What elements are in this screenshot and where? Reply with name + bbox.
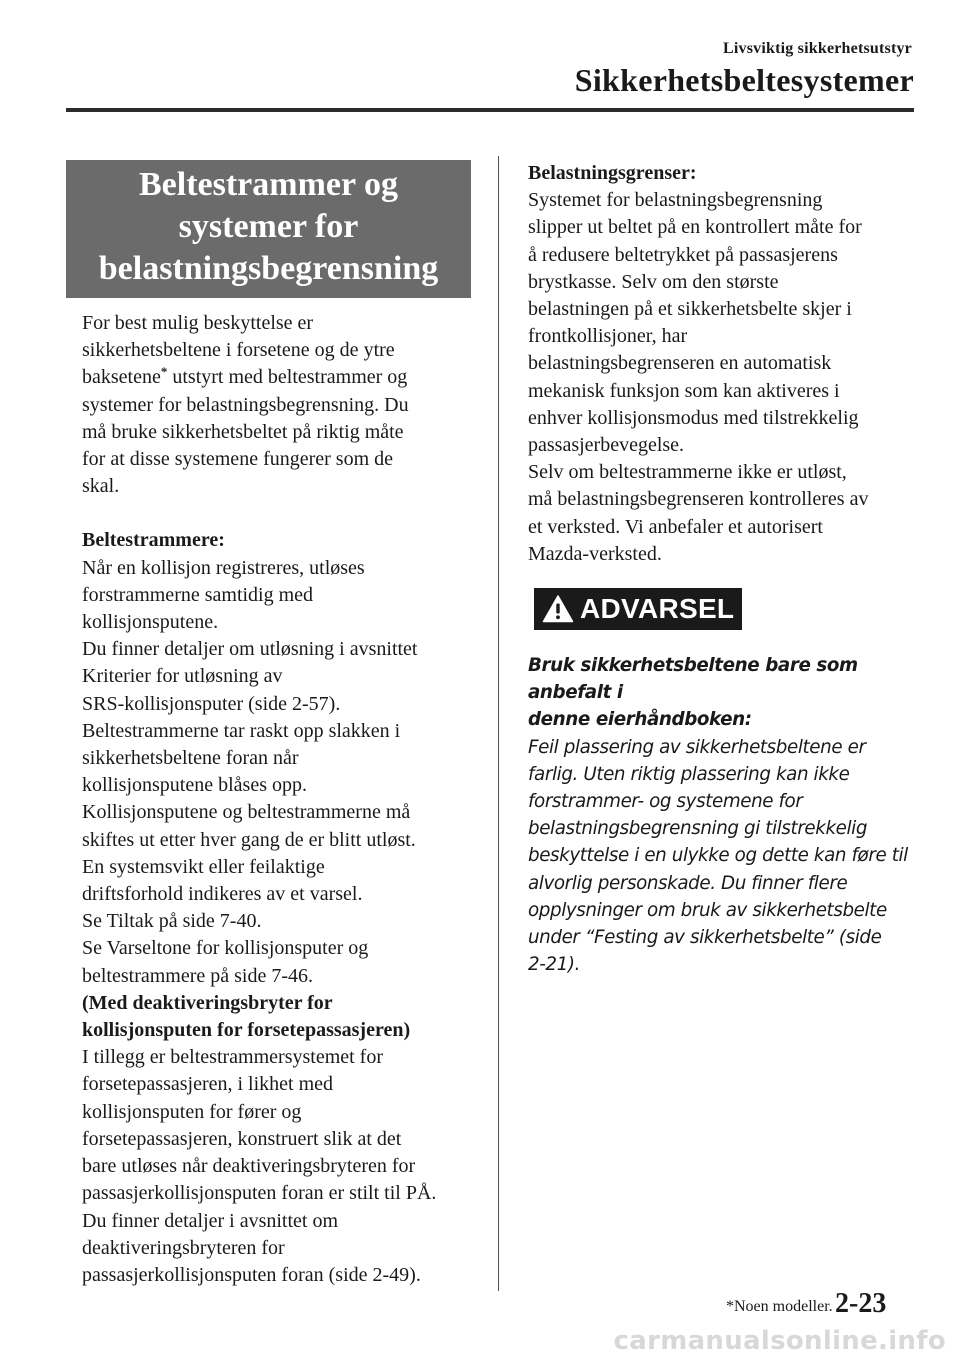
header-title: Sikkerhetsbeltesystemer: [574, 62, 914, 98]
section-title-line: Beltestrammer og: [139, 166, 398, 203]
text-fragment: baksetene: [82, 366, 161, 389]
text-line: Se Tiltak på side 7-40.: [82, 910, 262, 933]
text-line: brystkasse. Selv om den største: [528, 270, 779, 293]
deactivation-heading-line: (Med deaktiveringsbryter for: [82, 991, 333, 1014]
text-line: sikkerhetsbeltene foran når: [82, 747, 299, 770]
warning-body: [528, 734, 920, 979]
text-line: En systemsvikt eller feilaktige: [82, 855, 325, 878]
text-line: Feil plassering av sikkerhetsbeltene er: [528, 736, 866, 758]
text-line: Se Varseltone for kollisjonsputer og: [82, 937, 369, 960]
footnote: *Noen modeller.: [726, 1298, 833, 1315]
text-fragment: utstyrt med beltestrammer og: [167, 366, 408, 389]
text-line: Beltestrammerne tar raskt opp slakken i: [82, 719, 401, 742]
text-line: kollisjonsputene.: [82, 611, 219, 634]
text-line: skal.: [82, 475, 120, 498]
text-line: mekanisk funksjon som kan aktiveres i: [528, 379, 840, 402]
pretensioners-body: [82, 555, 474, 990]
text-line: skiftes ut etter hver gang de er blitt utløst.: [82, 828, 416, 851]
deactivation-body: [82, 1044, 474, 1289]
warning-heading-line: Bruk sikkerhetsbeltene bare som anbefalt i: [528, 655, 858, 704]
watermark: carmanualsonline.info: [613, 1326, 946, 1356]
text-line: farlig. Uten riktig plassering kan ikke: [528, 763, 850, 785]
text-line: frontkollisjoner, har: [528, 325, 688, 348]
text-line: forstrammer- og systemene for: [528, 791, 803, 813]
text-line: alvorlig personskade. Du finner flere: [528, 872, 848, 894]
text-line: slipper ut beltet på en kontrollert måte for: [528, 216, 862, 239]
text-line: deaktiveringsbryteren for: [82, 1236, 285, 1259]
text-line: under “Festing av sikkerhetsbelte” (side: [528, 927, 882, 949]
text-line: enhver kollisjonsmodus med tilstrekkelig: [528, 406, 859, 429]
deactivation-heading-line: kollisjonsputen for forsetepassasjeren): [82, 1019, 411, 1042]
text-line: Du finner detaljer i avsnittet om: [82, 1209, 339, 1232]
intro-paragraph: [82, 310, 474, 500]
text-line: belastningen på et sikkerhetsbelte skjer i: [528, 298, 852, 321]
header-rule: [66, 108, 914, 112]
warning-triangle-icon: [542, 594, 574, 624]
left-column: [82, 160, 474, 1289]
text-line: forsetepassasjeren, konstruert slik at det: [82, 1127, 402, 1150]
text-line: Systemet for belastningsbegrensning: [528, 189, 823, 212]
text-line: et verksted. Vi anbefaler et autorisert: [528, 515, 823, 538]
text-line: SRS-kollisjonsputer (side 2-57).: [82, 692, 341, 715]
text-line: kollisjonsputen for fører og: [82, 1100, 302, 1123]
section-title-line: systemer for: [178, 208, 359, 245]
text-line: forstrammerne samtidig med: [82, 583, 314, 606]
text-line: passasjerbevegelse.: [528, 434, 685, 457]
text-line: driftsforhold indikeres av et varsel.: [82, 883, 363, 906]
text-line: systemer for belastningsbegrensning. Du: [82, 393, 409, 416]
text-line: belastningsbegrensning gi tilstrekkelig: [528, 818, 868, 840]
text-line: I tillegg er beltestrammersystemet for: [82, 1046, 384, 1069]
limiters-body: [528, 187, 920, 568]
text-line: kollisjonsputene blåses opp.: [82, 774, 307, 797]
text-line: Du finner detaljer om utløsning i avsnittet: [82, 638, 418, 661]
footnote-marker: *: [160, 364, 168, 380]
text-line: Når en kollisjon registreres, utløses: [82, 556, 365, 579]
text-line: å redusere beltetrykket på passasjerens: [528, 243, 838, 266]
warning-badge: [534, 588, 742, 630]
text-line: må belastningsbegrenseren kontrolleres av: [528, 488, 869, 511]
text-line: må bruke sikkerhetsbeltet på riktig måte: [82, 420, 404, 443]
section-title-box: [66, 160, 471, 298]
text-line: opplysninger om bruk av sikkerhetsbelte: [528, 899, 887, 921]
pretensioners-heading: Beltestrammere:: [82, 529, 225, 552]
text-line: belastningsbegrenseren en automatisk: [528, 352, 832, 375]
text-line: forsetepassasjeren, i likhet med: [82, 1073, 334, 1096]
right-column: [528, 160, 920, 978]
text-line: for at disse systemene fungerer som de: [82, 448, 394, 471]
limiters-heading: Belastningsgrenser:: [528, 162, 697, 184]
page-number: 2-23: [835, 1288, 887, 1319]
text-line: For best mulig beskyttelse er: [82, 312, 314, 334]
text-line: 2-21).: [528, 954, 581, 976]
warning-label: ADVARSEL: [580, 593, 735, 625]
text-line: passasjerkollisjonsputen foran (side 2-49).: [82, 1263, 421, 1286]
text-line: passasjerkollisjonsputen foran er stilt til PÅ.: [82, 1182, 437, 1205]
section-title-line: belastningsbegrensning: [98, 250, 439, 287]
text-line: sikkerhetsbeltene i forsetene og de ytre: [82, 339, 395, 362]
header-subtitle: Livsviktig sikkerhetsutstyr: [723, 40, 912, 57]
text-line: beltestrammere på side 7-46.: [82, 964, 314, 987]
column-divider: [498, 156, 499, 1291]
warning-heading-line: denne eierhåndboken:: [528, 709, 752, 731]
text-line: bare utløses når deaktiveringsbryteren for: [82, 1155, 416, 1178]
text-line: [82, 364, 474, 391]
text-line: Mazda-verksted.: [528, 542, 662, 565]
text-line: Kriterier for utløsning av: [82, 665, 283, 688]
text-line: Kollisjonsputene og beltestrammerne må: [82, 801, 411, 824]
text-line: beskyttelse i en ulykke og dette kan føre til: [528, 845, 908, 867]
text-line: Selv om beltestrammerne ikke er utløst,: [528, 461, 847, 484]
